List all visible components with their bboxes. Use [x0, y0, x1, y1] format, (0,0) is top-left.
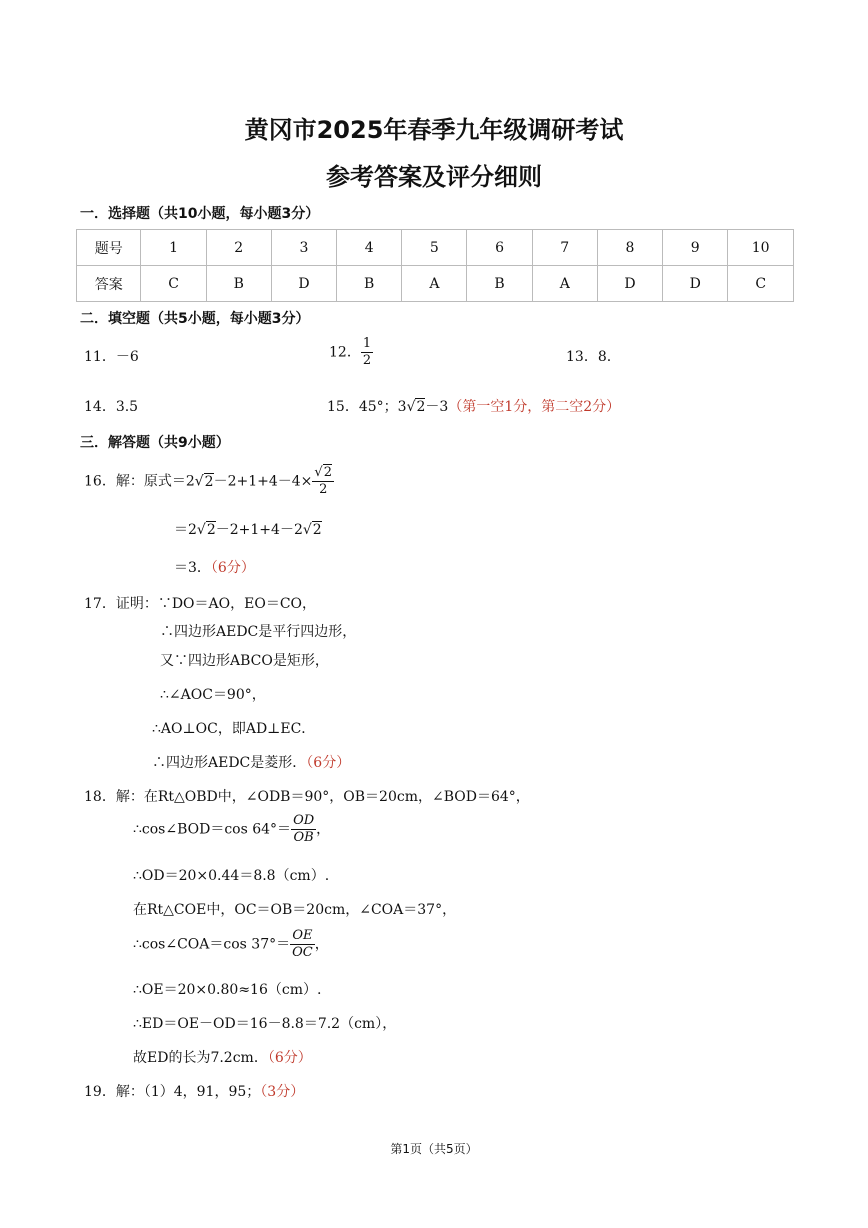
numerator: OD [293, 813, 315, 828]
denominator: OC [292, 945, 313, 960]
q17-line3: 又∵四边形ABCO是矩形， [160, 653, 329, 669]
q17-text: 证明：∵DO＝AO，EO＝CO， [115, 596, 317, 612]
table-cell: 8 [597, 230, 662, 266]
q17-text: ∴四边形AEDC是菱形． [152, 755, 307, 771]
answer-14: 14．3.5 [84, 399, 139, 415]
table-cell: B [467, 266, 532, 302]
q18-text: ∴cos∠BOD＝cos 64°＝ [133, 821, 292, 838]
answer-13: 13．8. [566, 349, 612, 365]
table-cell: D [663, 266, 728, 302]
table-header-cell: 答案 [77, 266, 141, 302]
q17-line5: ∴AO⊥OC，即AD⊥EC． [152, 721, 316, 737]
q16-line2: ＝2√2－2+1+4－2√2 [174, 522, 322, 538]
table-cell: 5 [402, 230, 467, 266]
title-main: 黄冈市2025年春季九年级调研考试 [244, 116, 624, 144]
table-cell: 10 [728, 230, 794, 266]
q19-text: 解：（1）4，91，95； [115, 1084, 261, 1100]
table-cell: 3 [271, 230, 336, 266]
q17-number: 17． [84, 596, 116, 612]
table-cell: 9 [663, 230, 728, 266]
fraction [291, 813, 316, 846]
table-cell: 2 [206, 230, 271, 266]
answer-12 [329, 336, 373, 369]
table-cell: A [402, 266, 467, 302]
q18-number: 18． [84, 789, 116, 805]
section-choice-heading: 一．选择题（共10小题，每小题3分） [80, 206, 320, 222]
radicand: 2 [312, 522, 322, 538]
table-cell: B [206, 266, 271, 302]
table-cell: D [271, 266, 336, 302]
section-fill-heading: 二．填空题（共5小题，每小题3分） [80, 311, 310, 327]
title-sub: 参考答案及评分细则 [326, 163, 542, 191]
score-note: （6分） [267, 1050, 312, 1066]
q18-line8 [133, 1047, 312, 1067]
fraction [312, 465, 334, 498]
q16-line3 [174, 557, 255, 577]
q18-line7: ∴ED＝OE－OD＝16－8.8＝7.2（cm）， [133, 1016, 397, 1032]
fraction [290, 928, 315, 961]
answer-11: 11．－6 [84, 349, 139, 365]
score-note: （第一空1分，第二空2分） [448, 399, 621, 415]
answer-table [76, 229, 794, 302]
answer-15-text-b: －3 [425, 399, 449, 415]
q16-text: 解：原式＝2 [115, 473, 195, 490]
q16-text: ＝2 [174, 522, 197, 538]
table-cell: D [597, 266, 662, 302]
answer-12-number: 12． [329, 344, 361, 361]
answer-15-text-a: 45°；3 [358, 399, 407, 415]
q16-text: －2+1+4－4× [213, 473, 313, 490]
table-header-cell: 题号 [77, 230, 141, 266]
numerator: 1 [362, 336, 372, 351]
fraction [361, 336, 373, 369]
q18-line6: ∴OE＝20×0.80≈16（cm）. [133, 982, 322, 998]
table-cell: 1 [141, 230, 206, 266]
q18-line3: ∴OD＝20×0.44＝8.8（cm）. [133, 868, 330, 884]
numerator: √2 [314, 465, 332, 480]
score-note: （3分） [260, 1084, 305, 1100]
q16-text: －2+1+4－2 [215, 522, 303, 538]
q17-line6 [152, 752, 350, 772]
answer-15-number: 15． [327, 399, 359, 415]
q18-text: ， [314, 936, 329, 953]
answer-15: 15．45°；3√2－3（第一空1分，第二空2分） [327, 399, 621, 415]
q19-line1 [84, 1081, 304, 1101]
radicand: 2 [206, 522, 216, 538]
section-solve-heading: 三．解答题（共9小题） [80, 435, 230, 451]
q18-line5 [133, 928, 329, 961]
q18-text: 故ED的长为7.2cm． [133, 1050, 268, 1066]
radicand: 2 [416, 399, 426, 415]
q18-text: 解：在Rt△OBD中，∠ODB＝90°，OB＝20cm，∠BOD＝64°， [115, 789, 530, 805]
table-cell: 7 [532, 230, 597, 266]
q17-line2: ∴四边形AEDC是平行四边形， [160, 624, 357, 640]
table-cell: B [337, 266, 402, 302]
denominator: 2 [362, 353, 372, 368]
q16-line1: 16．解：原式＝2√2－2+1+4－4× $\frac{√2}{2}$ [84, 465, 332, 497]
table-cell: C [141, 266, 206, 302]
q18-text: ， [316, 821, 331, 838]
q18-line1 [84, 786, 530, 806]
numerator: OE [290, 928, 315, 945]
q16-text: ＝3． [174, 560, 211, 576]
table-cell: A [532, 266, 597, 302]
q17-line1 [84, 593, 316, 613]
table-cell: C [728, 266, 794, 302]
table-row-answers [77, 266, 794, 302]
q18-text: ∴cos∠COA＝cos 37°＝ [133, 936, 291, 953]
q16-number: 16． [84, 473, 116, 490]
radicand: 2 [323, 465, 332, 480]
q18-line4: 在Rt△COE中，OC＝OB＝20cm，∠COA＝37°， [133, 902, 457, 918]
denominator: OB [293, 830, 314, 845]
radicand: 2 [204, 473, 214, 490]
table-row-numbers [77, 230, 794, 266]
q18-line2 [133, 813, 330, 846]
score-note: （6分） [210, 560, 255, 576]
table-cell: 4 [337, 230, 402, 266]
q17-line4: ∴∠AOC＝90°， [160, 687, 266, 703]
table-cell: 6 [467, 230, 532, 266]
page-footer: 第1页（共5页） [390, 1142, 478, 1156]
score-note: （6分） [306, 755, 351, 771]
denominator: 2 [319, 482, 328, 497]
q19-number: 19． [84, 1084, 116, 1100]
